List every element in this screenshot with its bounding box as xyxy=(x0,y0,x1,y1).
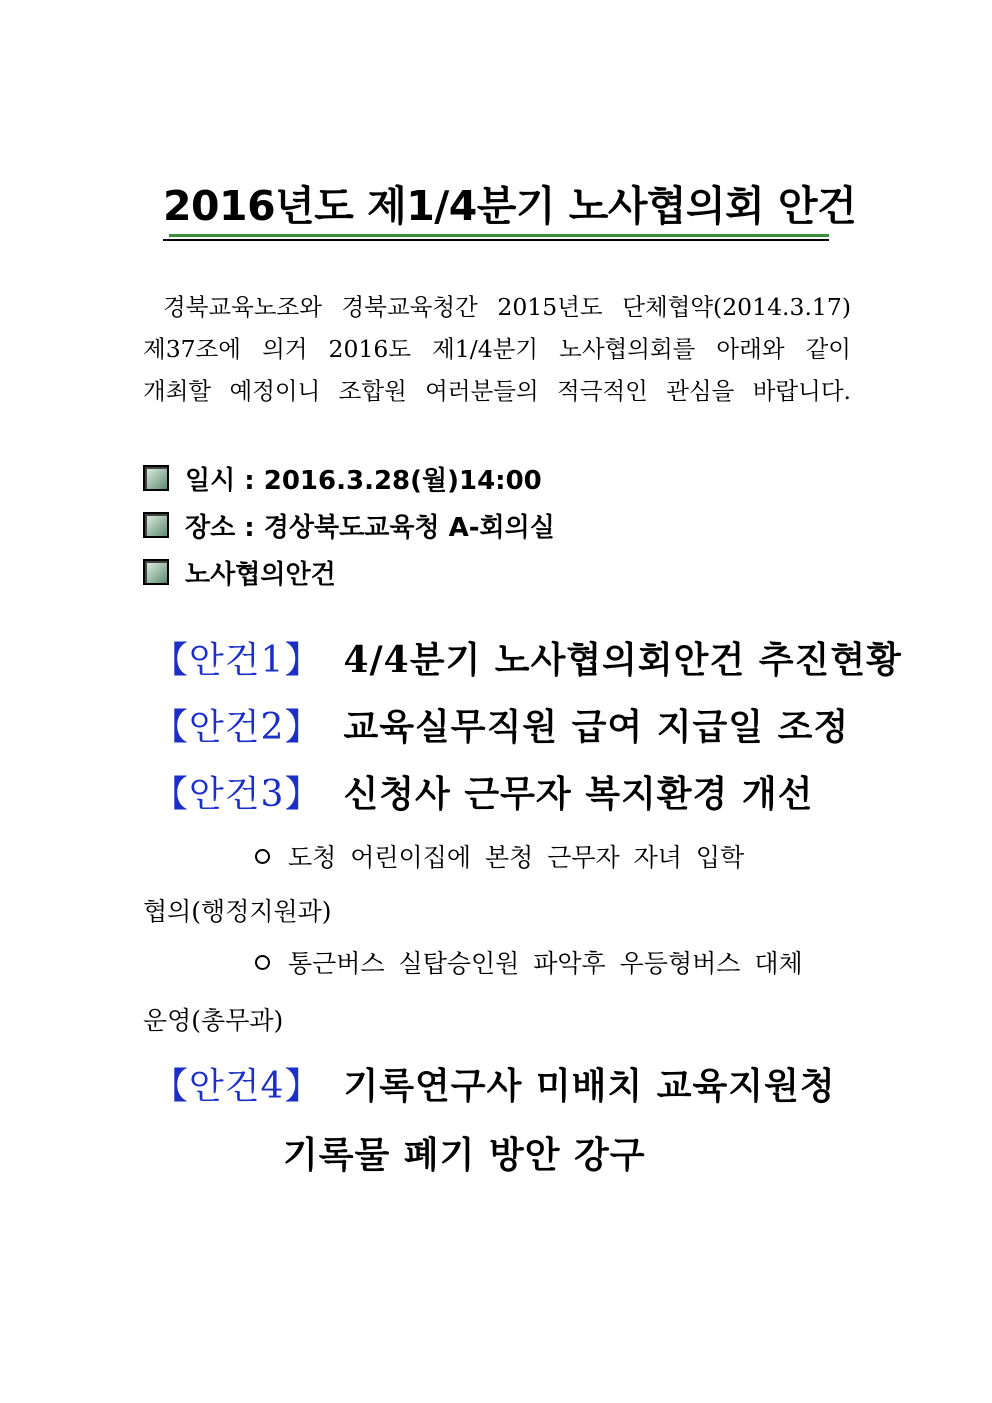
info-item-agenda-heading xyxy=(143,552,743,592)
agenda3-detail-1 xyxy=(255,838,744,874)
agenda-text: 교육실무직원 급여 지급일 조정 xyxy=(343,705,850,748)
circle-bullet-icon xyxy=(255,955,270,970)
square-bullet-icon xyxy=(143,465,169,491)
agenda-label: 【안건3】 xyxy=(152,773,322,815)
square-bullet-icon xyxy=(143,512,169,538)
agenda-label: 【안건1】 xyxy=(152,639,322,681)
intro-line: 개최할 예정이니 조합원 여러분들의 적극적인 관심을 바랍니다. xyxy=(143,377,851,405)
agenda-item-1 xyxy=(152,632,902,682)
agenda-text: 4/4분기 노사협의회안건 추진현황 xyxy=(343,638,902,681)
agenda-item-3 xyxy=(152,766,813,816)
title-underline-black xyxy=(163,239,829,241)
detail-text: 통근버스 실탑승인원 파악후 우등형버스 대체 xyxy=(288,949,803,978)
info-text: 장소 : 경상북도교육청 A-회의실 xyxy=(185,512,555,543)
intro-line: 경북교육노조와 경북교육청간 2015년도 단체협약(2014.3.17) xyxy=(163,293,851,321)
title-block xyxy=(163,178,857,234)
agenda-label: 【안건4】 xyxy=(152,1065,322,1107)
agenda3-detail-2-cont: 운영(총무과) xyxy=(143,1006,284,1035)
intro-paragraph xyxy=(143,286,851,412)
info-item-datetime xyxy=(143,458,743,498)
intro-line: 제37조에 의거 2016도 제1/4분기 노사협의회를 아래와 같이 xyxy=(143,335,851,363)
agenda3-detail-1-cont: 협의(행정지원과) xyxy=(143,897,332,926)
agenda-item-2 xyxy=(152,699,849,749)
title-underline-green xyxy=(169,234,829,237)
info-text: 일시 : 2016.3.28(월)14:00 xyxy=(185,465,542,496)
square-bullet-icon xyxy=(143,559,169,585)
agenda-text: 신청사 근무자 복지환경 개선 xyxy=(343,772,814,815)
info-text: 노사협의안건 xyxy=(185,559,336,590)
agenda-label: 【안건2】 xyxy=(152,706,322,748)
agenda-text: 기록연구사 미배치 교육지원청 xyxy=(343,1064,836,1107)
detail-text: 도청 어린이집에 본청 근무자 자녀 입학 xyxy=(288,843,745,872)
agenda3-detail-2 xyxy=(255,944,803,980)
circle-bullet-icon xyxy=(255,849,270,864)
page-title: 2016년도 제1/4분기 노사협의회 안건 xyxy=(163,182,857,230)
agenda-item-4-cont: 기록물 폐기 방안 강구 xyxy=(283,1134,646,1176)
agenda-item-4 xyxy=(152,1058,836,1108)
info-item-location xyxy=(143,505,743,545)
